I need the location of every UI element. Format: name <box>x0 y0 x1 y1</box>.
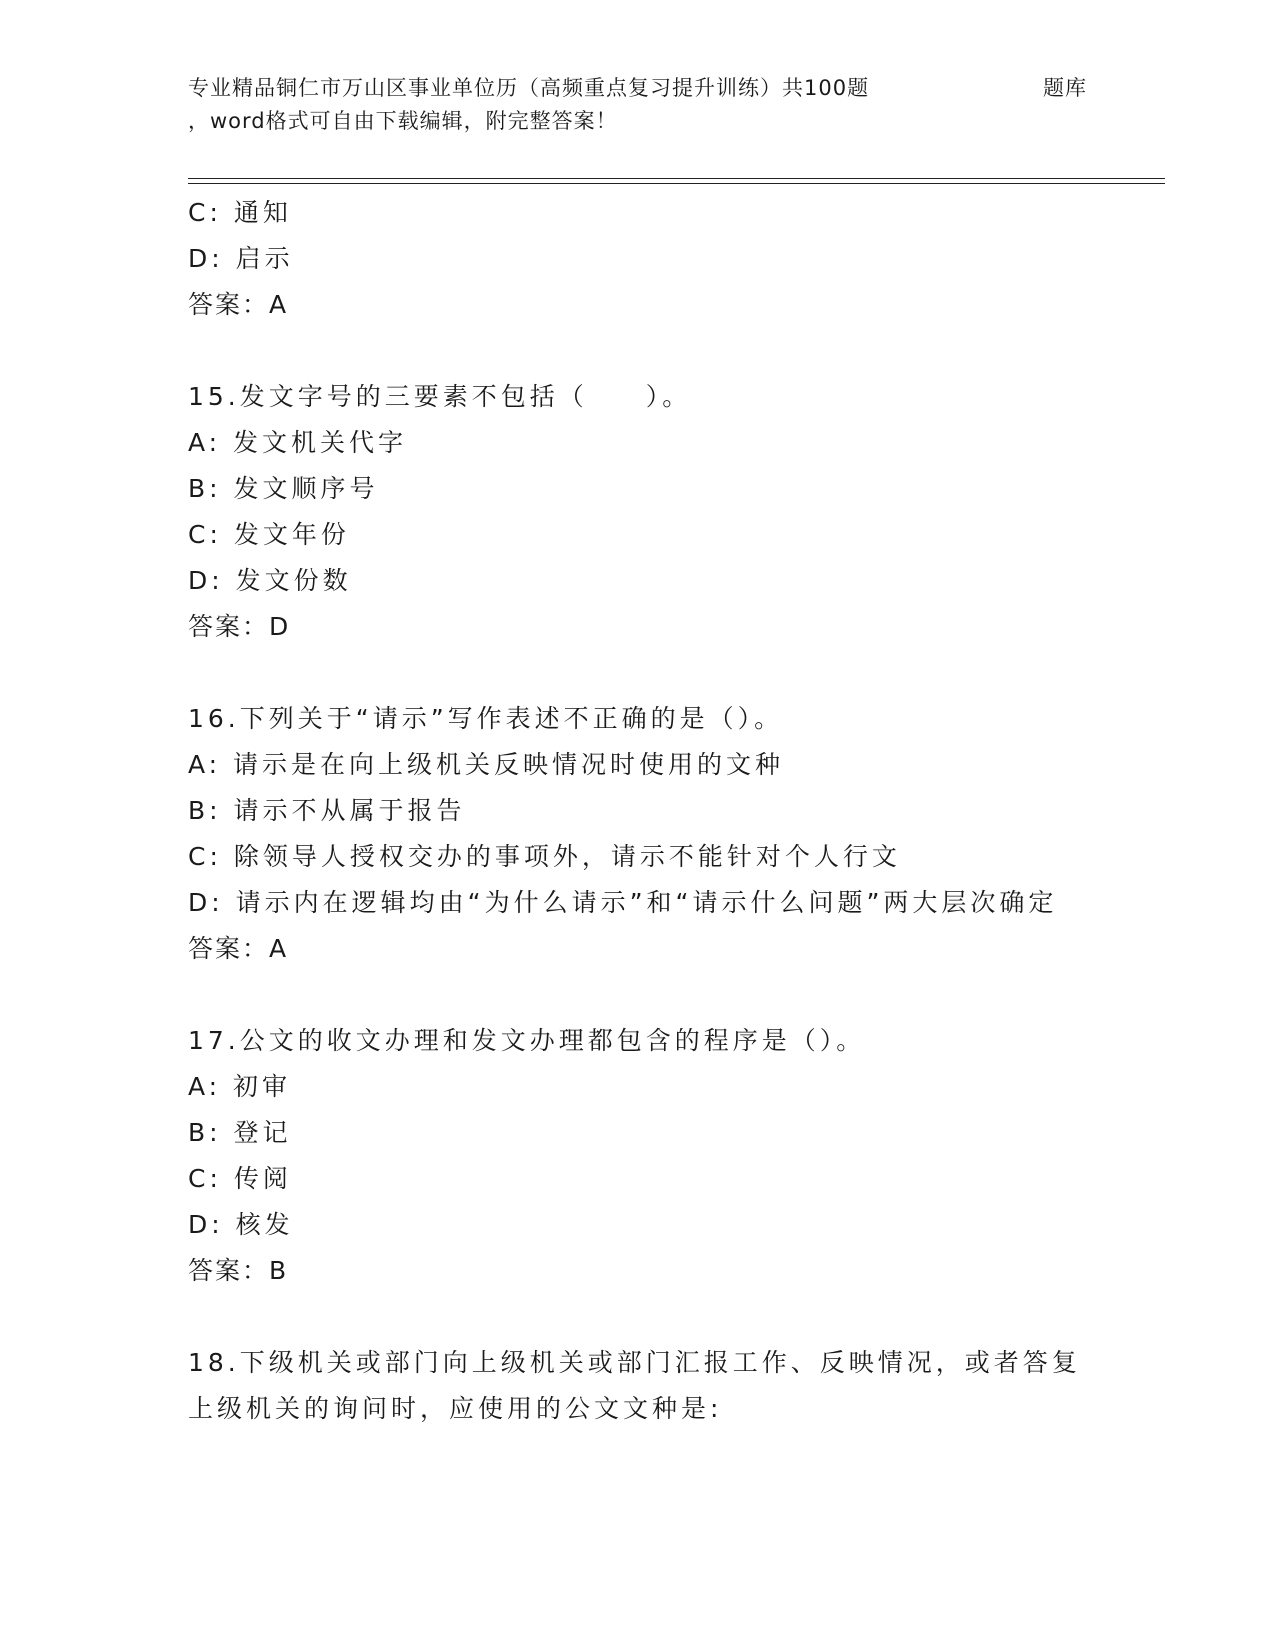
option-b: B: 登记 <box>188 1118 292 1147</box>
header-title-row <box>188 72 1088 105</box>
answer: 答案：B <box>188 1256 289 1285</box>
option-d: D: 核发 <box>188 1210 294 1239</box>
question-17 <box>188 1018 1088 1294</box>
question-16 <box>188 696 1088 972</box>
option-a: A: 请示是在向上级机关反映情况时使用的文种 <box>188 750 785 779</box>
option-c: C: 发文年份 <box>188 520 350 549</box>
header-divider-bottom <box>188 183 1165 184</box>
question-15 <box>188 374 1088 650</box>
answer: 答案：A <box>188 934 289 963</box>
option-c: C: 通知 <box>188 198 292 227</box>
header-title: 专业精品铜仁市万山区事业单位历（高频重点复习提升训练）共100题 <box>188 76 870 100</box>
option-a: A: 发文机关代字 <box>188 428 408 457</box>
spacer <box>188 972 1088 1018</box>
document-header <box>188 72 1088 138</box>
option-d: D: 发文份数 <box>188 566 352 595</box>
header-divider-top <box>188 178 1165 179</box>
question-stem: 15.发文字号的三要素不包括（ ）。 <box>188 382 692 411</box>
option-b: B: 发文顺序号 <box>188 474 379 503</box>
spacer <box>188 328 1088 374</box>
question-14-continued <box>188 190 1088 328</box>
question-stem: 17.公文的收文办理和发文办理都包含的程序是（）。 <box>188 1026 866 1055</box>
question-list <box>188 190 1088 1432</box>
option-a: A: 初审 <box>188 1072 292 1101</box>
header-tag: 题库 <box>1043 76 1087 100</box>
answer: 答案：D <box>188 612 291 641</box>
question-stem: 18.下级机关或部门向上级机关或部门汇报工作、反映情况，或者答复上级机关的询问时，应使用的公文文种是: <box>188 1348 1081 1423</box>
option-b: B: 请示不从属于报告 <box>188 796 466 825</box>
option-c: C: 除领导人授权交办的事项外，请示不能针对个人行文 <box>188 842 901 871</box>
option-d: D: 请示内在逻辑均由“为什么请示”和“请示什么问题”两大层次确定 <box>188 888 1058 917</box>
question-18 <box>188 1340 1088 1432</box>
option-c: C: 传阅 <box>188 1164 292 1193</box>
spacer <box>188 1294 1088 1340</box>
spacer <box>188 650 1088 696</box>
header-subtitle: ，word格式可自由下载编辑，附完整答案！ <box>188 109 618 133</box>
option-d: D: 启示 <box>188 244 294 273</box>
answer: 答案：A <box>188 290 289 319</box>
question-stem: 16.下列关于“请示”写作表述不正确的是（）。 <box>188 704 784 733</box>
